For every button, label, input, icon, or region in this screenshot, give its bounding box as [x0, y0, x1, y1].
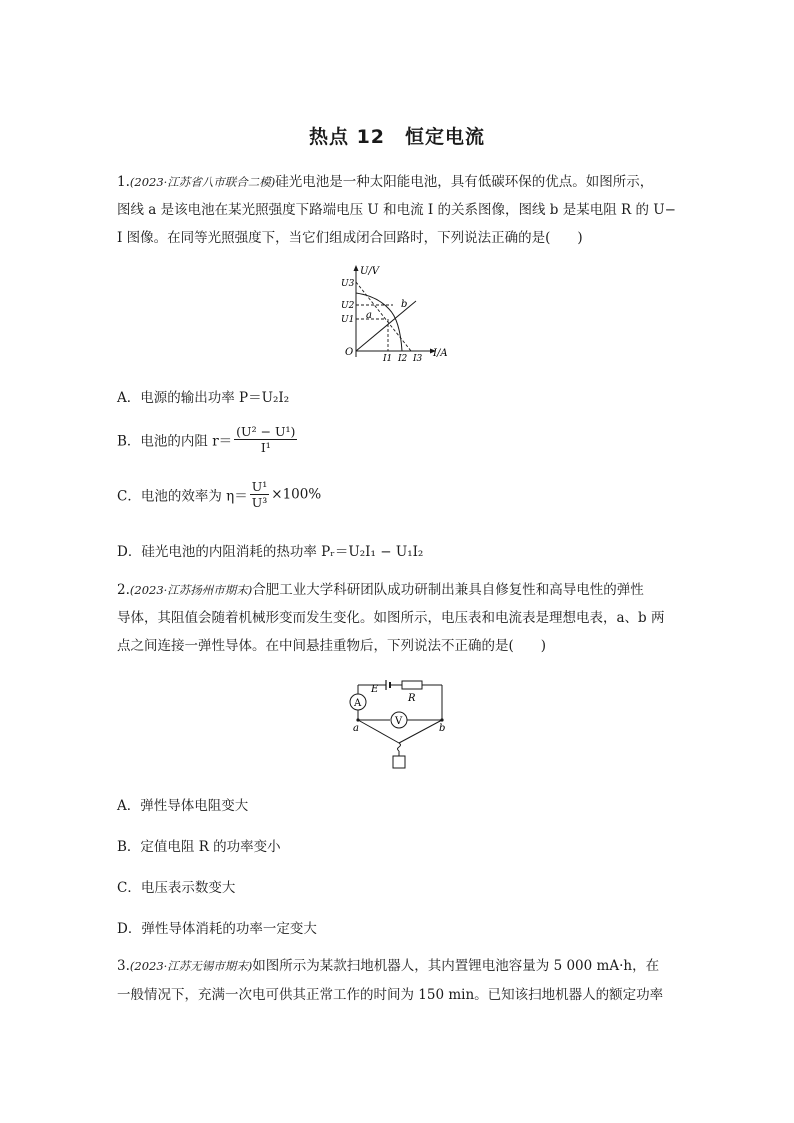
graph-line-b-label: b	[401, 299, 408, 310]
q1-source: (2023·江苏省八市联合二模)	[129, 175, 276, 189]
q2-line3: 点之间连接一弹性导体。在中间悬挂重物后，下列说法不正确的是( )	[117, 638, 547, 654]
q1-option-c-text: C．电池的效率为 η＝	[117, 488, 248, 505]
q3-number: 3.	[117, 958, 130, 974]
q1-option-c-numerator: U¹	[251, 479, 268, 494]
resistor-label: R	[408, 693, 416, 704]
q3-line2: 一般情况下，充满一次电可供其正常工作的时间为 150 min。已知该扫地机器人的额定功率	[117, 987, 664, 1003]
q1-ui-graph	[337, 262, 455, 362]
graph-x-tick-i2: I2	[398, 354, 408, 362]
q1-text-1: 硅光电池是一种太阳能电池，具有低碳环保的优点。如图所示，	[275, 174, 654, 190]
q1-option-c-fraction	[250, 479, 270, 510]
q1-option-c[interactable]	[117, 479, 321, 510]
q2-line2: 导体，其阻值会随着机械形变而发生变化。如图所示，电压表和电流表是理想电表，a、b 两	[117, 610, 665, 626]
graph-x-tick-i1: I1	[383, 354, 393, 362]
q2-option-d[interactable]: D．弹性导体消耗的功率一定变大	[117, 921, 317, 937]
q2-option-a[interactable]: A．弹性导体电阻变大	[117, 798, 249, 814]
q1-option-b-text: B．电池的内阻 r＝	[117, 433, 233, 450]
q1-option-c-denominator: U³	[251, 495, 268, 510]
q1-option-a[interactable]: A．电源的输出功率 P＝U₂I₂	[117, 390, 290, 406]
q3-source: (2023·江苏无锡市期末)	[129, 959, 253, 973]
ammeter-label: A	[354, 698, 362, 709]
q1-option-b-denominator: I¹	[260, 440, 271, 455]
graph-y-tick-u2: U2	[341, 301, 355, 311]
q2-option-b[interactable]: B．定值电阻 R 的功率变小	[117, 839, 281, 855]
q2-circuit-diagram	[344, 673, 456, 773]
graph-y-tick-u3: U3	[341, 279, 355, 289]
q1-line3: I 图像。在同等光照强度下，当它们组成闭合回路时，下列说法正确的是( )	[117, 230, 583, 246]
graph-y-tick-u1: U1	[341, 315, 355, 325]
graph-origin-label: O	[345, 347, 354, 358]
q2-number: 2.	[117, 582, 130, 598]
q1-option-b[interactable]	[117, 424, 299, 455]
graph-x-tick-i3: I3	[413, 354, 423, 362]
q1-line2: 图线 a 是该电池在某光照强度下路端电压 U 和电流 I 的关系图像，图线 b 是某电阻 R 的 U−	[117, 202, 676, 218]
point-a-label: a	[353, 723, 359, 734]
q1-line1	[117, 173, 653, 191]
point-b-label: b	[439, 723, 446, 734]
q2-option-c[interactable]: C．电压表示数变大	[117, 880, 236, 896]
q3-text-1: 如图所示为某款扫地机器人，其内置锂电池容量为 5 000 mA·h，在	[252, 958, 660, 974]
voltmeter-label: V	[395, 716, 403, 727]
q2-source: (2023·江苏扬州市期末)	[129, 583, 253, 597]
graph-x-axis-label: I/A	[433, 348, 448, 359]
q1-number: 1.	[117, 174, 130, 190]
q1-option-b-numerator: (U² − U¹)	[236, 424, 296, 439]
q1-option-c-suffix: ×100%	[271, 486, 322, 503]
emf-label: E	[371, 684, 379, 695]
q1-option-b-fraction	[234, 424, 297, 455]
q2-line1	[117, 581, 644, 599]
q1-option-d[interactable]: D．硅光电池的内阻消耗的热功率 Pᵣ＝U₂I₁ − U₁I₂	[117, 544, 424, 560]
q3-line1	[117, 957, 659, 975]
q2-text-1: 合肥工业大学科研团队成功研制出兼具自修复性和高导电性的弹性	[252, 582, 644, 598]
page-title: 热点 12 恒定电流	[308, 126, 486, 148]
graph-y-axis-label: U/V	[360, 266, 380, 277]
graph-curve-a-label: a	[366, 310, 372, 321]
